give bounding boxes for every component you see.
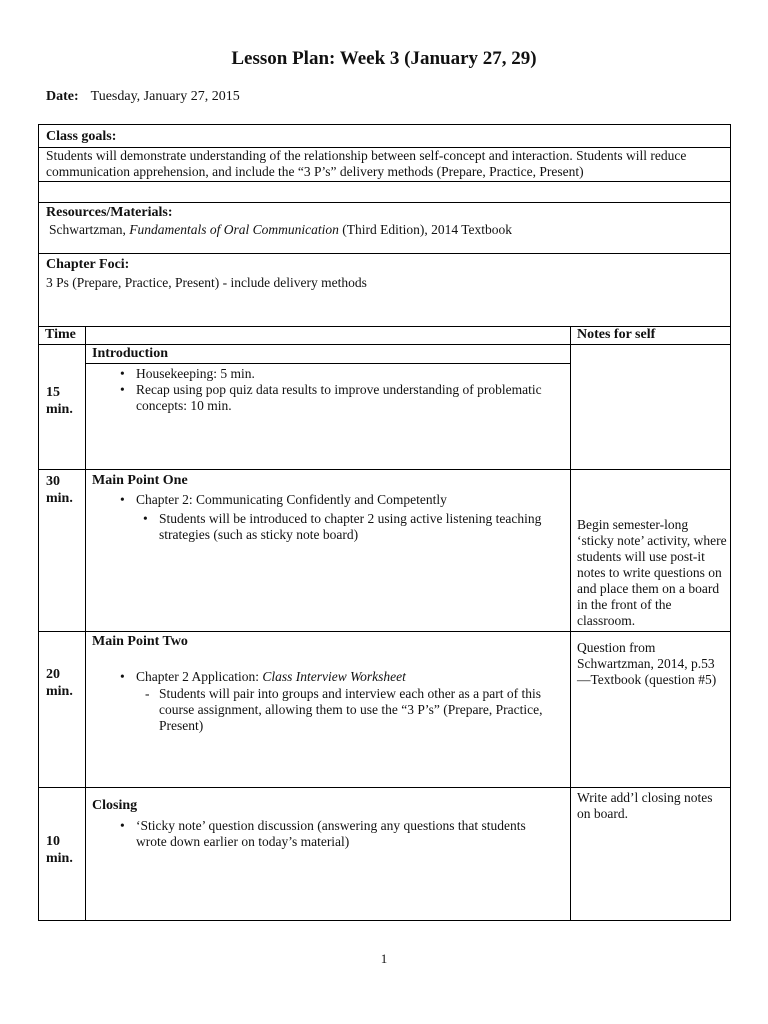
date-value: Tuesday, January 27, 2015	[90, 89, 240, 104]
list-item: • Chapter 2: Communicating Confidently and Competently	[114, 492, 564, 508]
row-3-heading: Main Point Two	[92, 634, 188, 649]
list-item: - Students will pair into groups and interview each other as a part of this course assignment, allowing them to use the “3 P’s” (Prepare, Practice, Present)	[137, 686, 562, 734]
page-number: 1	[380, 951, 388, 966]
row-4-list	[114, 818, 559, 850]
row-4-time: 10 min.	[46, 834, 73, 866]
row-3-notes: Question from Schwartzman, 2014, p.53—Textbook (question #5)	[577, 640, 717, 687]
list-item: • Housekeeping: 5 min.	[114, 366, 554, 382]
row-3-time: 20 min.	[46, 667, 73, 699]
resources-book-title: Fundamentals of Oral Communication	[129, 222, 339, 237]
row-2-sublist	[137, 511, 557, 543]
date-label: Date:	[46, 89, 79, 104]
resources-edition: (Third Edition), 2014 Textbook	[342, 222, 513, 237]
row-1-time: 15 min.	[46, 385, 73, 417]
row-3-bullet-italic: Class Interview Worksheet	[262, 669, 406, 684]
row-2-notes: Begin semester-long ‘sticky note’ activity, where students will use post-it notes to write questions on and place them on a board in the front of the classroom.	[577, 517, 727, 628]
class-goals-label: Class goals:	[46, 129, 117, 144]
row-3-dash-list	[137, 686, 562, 734]
chapter-foci-text: 3 Ps (Prepare, Practice, Present) - include delivery methods	[46, 275, 367, 290]
row-3-bullet-prefix: Chapter 2 Application:	[136, 669, 259, 684]
row-1-heading: Introduction	[92, 346, 168, 361]
class-goals-text: Students will demonstrate understanding of the relationship between self-concept and interaction. Students will reduce communication apprehension, and include the “3 P’s” delivery methods (Prepare, Practice, Present)	[46, 148, 687, 179]
row-4-heading: Closing	[92, 798, 138, 813]
chapter-foci-label: Chapter Foci:	[46, 257, 130, 272]
row-3-list	[114, 669, 564, 685]
time-header: Time	[45, 327, 76, 342]
resources-text	[49, 222, 729, 238]
row-1-list	[114, 366, 554, 414]
row-2-time: 30 min.	[46, 474, 73, 506]
list-item: • Recap using pop quiz data results to improve understanding of problematic concepts: 10 min.	[114, 382, 554, 414]
date-row	[46, 89, 240, 105]
row-4-notes: Write add’l closing notes on board.	[577, 790, 713, 821]
list-item: • Students will be introduced to chapter 2 using active listening teaching strategies (such as sticky note board)	[137, 511, 557, 543]
list-item	[114, 669, 564, 685]
page-title: Lesson Plan: Week 3 (January 27, 29)	[231, 48, 537, 69]
row-2-heading: Main Point One	[92, 473, 188, 488]
notes-header: Notes for self	[577, 327, 656, 342]
list-item: • ‘Sticky note’ question discussion (answering any questions that students wrote down earlier on today’s material)	[114, 818, 559, 850]
row-2-list	[114, 492, 564, 508]
resources-author: Schwartzman,	[49, 222, 126, 237]
resources-label: Resources/Materials:	[46, 205, 173, 220]
